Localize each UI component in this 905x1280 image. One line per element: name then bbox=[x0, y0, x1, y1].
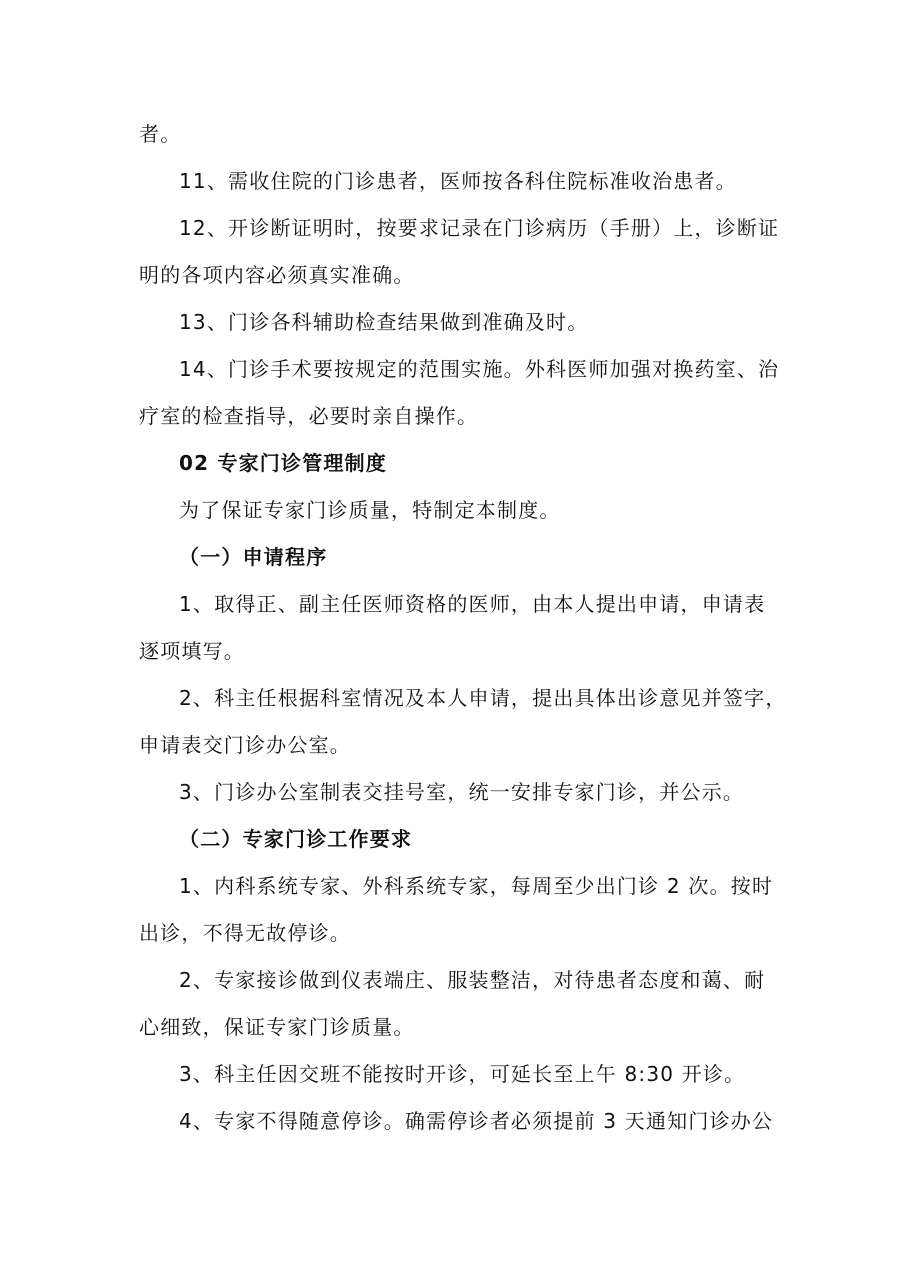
text-line-5: 13、门诊各科辅助检查结果做到准确及时。 bbox=[179, 310, 589, 334]
text-line-14: 申请表交门诊办公室。 bbox=[139, 733, 351, 757]
text-line-11: 1、取得正、副主任医师资格的医师，由本人提出申请，申请表 bbox=[179, 592, 766, 616]
text-line-7: 疗室的检查指导，必要时亲自操作。 bbox=[139, 404, 479, 428]
text-line-21: 3、科主任因交班不能按时开诊，可延长至上午 8:30 开诊。 bbox=[179, 1062, 746, 1086]
text-line-13: 2、科主任根据科室情况及本人申请，提出具体出诊意见并签字， bbox=[179, 686, 787, 710]
text-line-2: 11、需收住院的门诊患者，医师按各科住院标准收治患者。 bbox=[179, 169, 737, 193]
text-line-18: 出诊，不得无故停诊。 bbox=[139, 921, 351, 945]
text-line-9: 为了保证专家门诊质量，特制定本制度。 bbox=[179, 498, 561, 522]
text-line-15: 3、门诊办公室制表交挂号室，统一安排专家门诊，并公示。 bbox=[179, 780, 745, 804]
text-line-1: 者。 bbox=[139, 122, 182, 146]
text-line-12: 逐项填写。 bbox=[139, 639, 245, 663]
text-line-17: 1、内科系统专家、外科系统专家，每周至少出门诊 2 次。按时 bbox=[179, 874, 774, 898]
text-line-6: 14、门诊手术要按规定的范围实施。外科医师加强对换药室、治 bbox=[179, 357, 780, 381]
section-heading-expert-clinic: 02 专家门诊管理制度 bbox=[179, 451, 387, 475]
text-line-3: 12、开诊断证明时，按要求记录在门诊病历（手册）上，诊断证 bbox=[179, 216, 780, 240]
text-line-19: 2、专家接诊做到仪表端庄、服装整洁，对待患者态度和蔼、耐 bbox=[179, 968, 766, 992]
subheading-work-requirements: （二）专家门诊工作要求 bbox=[179, 827, 413, 851]
text-line-4: 明的各项内容必须真实准确。 bbox=[139, 263, 415, 287]
text-line-22: 4、专家不得随意停诊。确需停诊者必须提前 3 天通知门诊办公 bbox=[179, 1109, 774, 1133]
subheading-application-procedure: （一）申请程序 bbox=[179, 545, 328, 569]
text-line-20: 心细致，保证专家门诊质量。 bbox=[139, 1015, 415, 1039]
